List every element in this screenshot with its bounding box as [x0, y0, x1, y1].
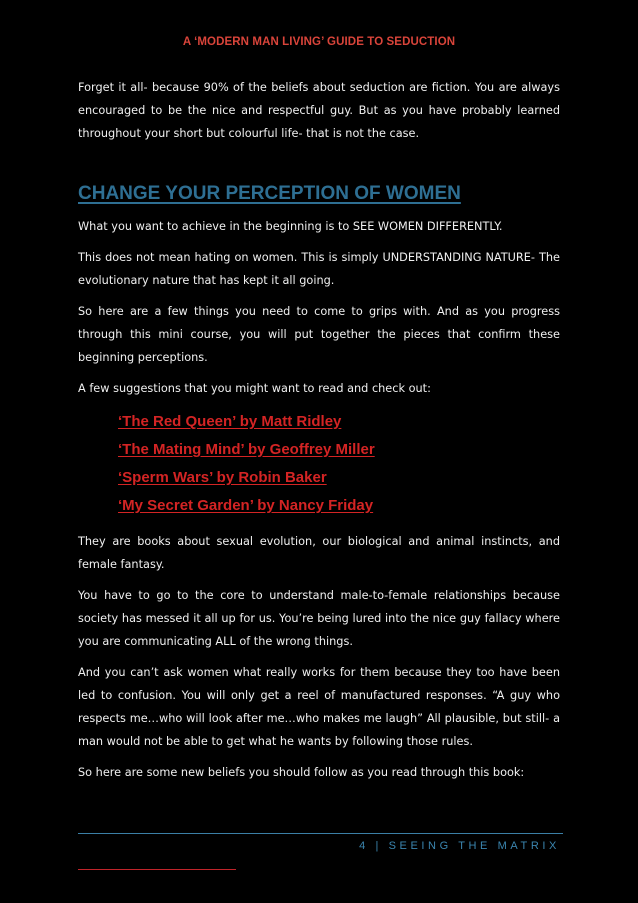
- book-link-secret-garden[interactable]: ‘My Secret Garden’ by Nancy Friday: [118, 497, 374, 514]
- footer-page-label: 4 | SEEING THE MATRIX: [359, 840, 560, 852]
- book-link-sperm-wars[interactable]: ‘Sperm Wars’ by Robin Baker: [118, 469, 327, 486]
- book-link-mating-mind[interactable]: ‘The Mating Mind’ by Geoffrey Miller: [118, 441, 375, 458]
- footer-divider: [78, 833, 563, 834]
- book-list: [118, 408, 560, 520]
- intro-paragraph: Forget it all- because 90% of the beliefs about seduction are fiction. You are always encouraged to be the nice and respectful guy. But as you have probably learned throughout your short but colourful life- that is not the case.: [78, 81, 560, 140]
- paragraph-grips: So here are a few things you need to come to grips with. And as you progress through this mini course, you will put together the pieces that confirm these beginning perceptions.: [78, 305, 560, 364]
- paragraph-new-beliefs: So here are some new beliefs you should follow as you read through this book:: [78, 766, 525, 779]
- book-link-red-queen[interactable]: ‘The Red Queen’ by Matt Ridley: [118, 413, 342, 430]
- running-header: A ‘MODERN MAN LIVING’ GUIDE TO SEDUCTION: [182, 36, 456, 48]
- paragraph-books-about: They are books about sexual evolution, our biological and animal instincts, and female fantasy.: [78, 535, 560, 571]
- paragraph-confusion: And you can’t ask women what really works for them because they too have been led to confusion. You will only get a reel of manufactured responses. “A guy who respects me…who will look after me…who makes me laugh” All plausible, but still- a man would not be able to get what he wants by following those rules.: [78, 666, 560, 748]
- page-content: [78, 76, 560, 792]
- footer-accent-line: [78, 869, 236, 870]
- section-heading: CHANGE YOUR PERCEPTION OF WOMEN: [78, 183, 461, 204]
- paragraph-goal: What you want to achieve in the beginning is to SEE WOMEN DIFFERENTLY.: [78, 220, 503, 233]
- paragraph-nature: This does not mean hating on women. This is simply UNDERSTANDING NATURE- The evolutionary nature that has kept it all going.: [78, 251, 560, 287]
- paragraph-core: You have to go to the core to understand male-to-female relationships because society has messed it all up for us. You’re being lured into the nice guy fallacy where you are communicating ALL of the wrong things.: [78, 589, 560, 648]
- paragraph-suggestions: A few suggestions that you might want to read and check out:: [78, 382, 431, 395]
